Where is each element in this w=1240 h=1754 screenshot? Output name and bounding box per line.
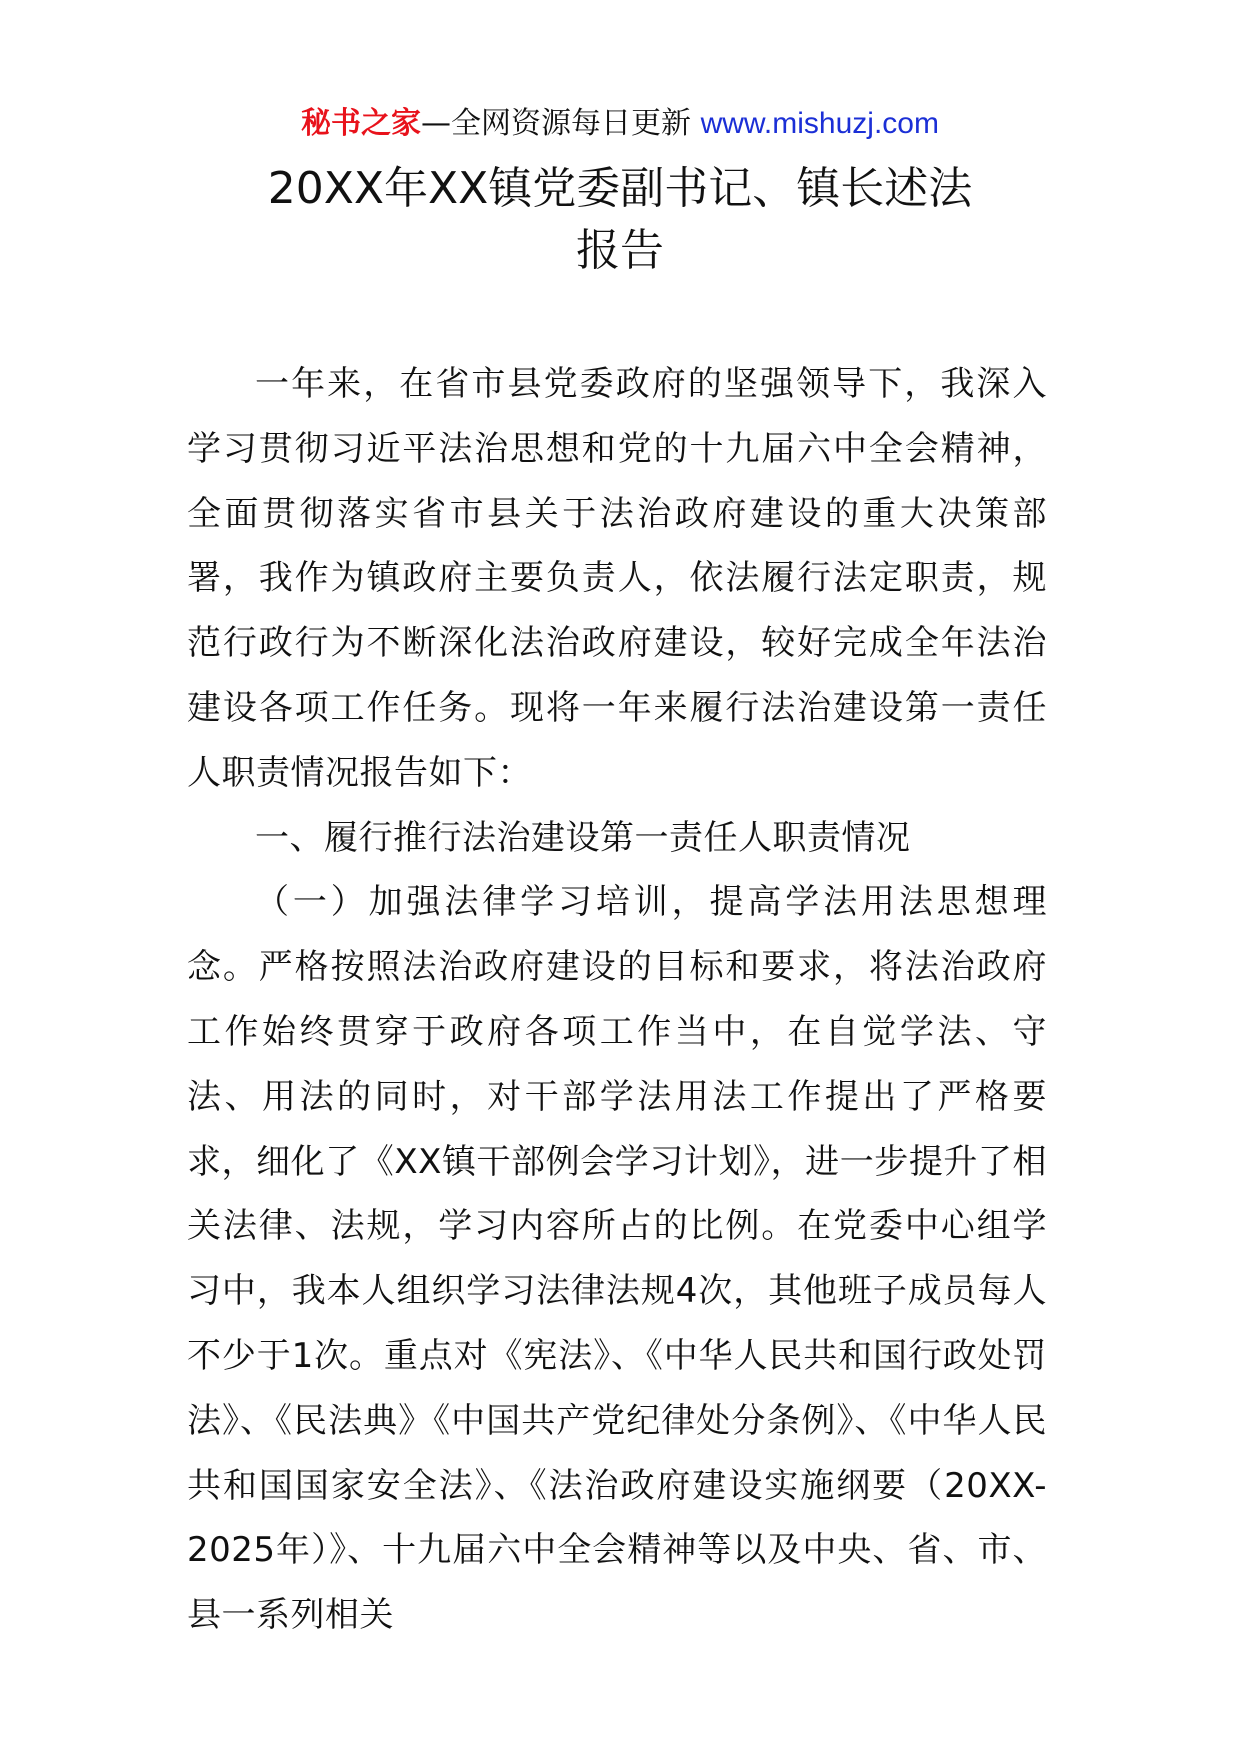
header-slogan: —全网资源每日更新	[421, 106, 701, 141]
document-title	[150, 158, 1090, 282]
section-heading-1: 一、履行推行法治建设第一责任人职责情况	[255, 817, 911, 858]
site-header	[0, 100, 1240, 148]
title-line-1: 20XX年XX镇党委副书记、镇长述法	[267, 163, 973, 214]
paragraph-section-1-1: （一）加强法律学习培训，提高学法用法思想理念。严格按照法治政府建设的目标和要求，将法治政府工作始终贯穿于政府各项工作当中，在自觉学法、守法、用法的同时，对干部学法用法工作提出了严格要求，细化了《XX镇干部例会学习计划》，进一步提升了相关法律、法规，学习内容所占的比例。在党委中心组学习中，我本人组织学习法律法规4次，其他班子成员每人不少于1次。重点对《宪法》、《中华人民共和国行政处罚法》、《民法典》《中国共产党纪律处分条例》、《中华人民共和国国家安全法》、《法治政府建设实施纲要（20XX-2025年）》、十九届六中全会精神等以及中央、省、市、县一系列相关	[187, 882, 1047, 1636]
paragraph-intro: 一年来，在省市县党委政府的坚强领导下，我深入学习贯彻习近平法治思想和党的十九届六中全会精神，全面贯彻落实省市县关于法治政府建设的重大决策部署，我作为镇政府主要负责人，依法履行法定职责，规范行政行为不断深化法治政府建设，较好完成全年法治建设各项工作任务。现将一年来履行法治建设第一责任人职责情况报告如下：	[187, 364, 1047, 793]
site-url-link[interactable]: www.mishuzj.com	[700, 107, 939, 140]
brand-name: 秘书之家	[301, 106, 422, 141]
title-line-2: 报告	[576, 225, 664, 276]
document-body	[187, 352, 1047, 1648]
